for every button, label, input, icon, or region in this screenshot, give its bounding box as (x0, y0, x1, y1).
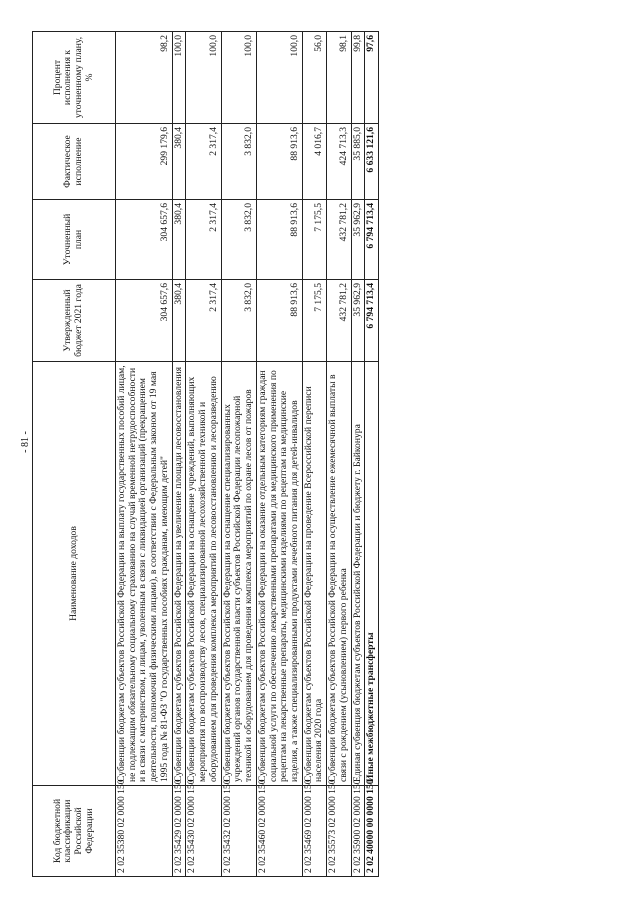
header-approved: Утвержденный бюджет 2021 года (33, 280, 116, 362)
header-name: Наименование доходов (33, 362, 116, 786)
row-code: 2 02 35380 02 0000 150 (116, 786, 173, 877)
row-plan: 432 781,2 (327, 200, 351, 280)
row-code: 2 02 35460 02 0000 150 (256, 786, 302, 877)
row-percent: 99,8 (351, 32, 365, 124)
row-actual: 424 713,3 (327, 124, 351, 200)
header-plan: Уточненный план (33, 200, 116, 280)
table-row (221, 32, 256, 877)
row-percent: 98,1 (327, 32, 351, 124)
table-row (302, 32, 326, 877)
row-code: 2 02 35430 02 0000 150 (186, 786, 221, 877)
row-name: Субвенции бюджетам субъектов Российской Федерации на оснащение учреждений, выполняющих мероприятия по воспроизводству лесов, специализированной лесохозяйственной техникой и оборудованием для проведения комплекса мероприятий по лесовосстановлению и лесоразведению (186, 362, 221, 786)
row-name: Субвенции бюджетам субъектов Российской Федерации на проведение Всероссийской переписи населения 2020 года (302, 362, 326, 786)
row-actual: 4 016,7 (302, 124, 326, 200)
row-actual: 35 885,0 (351, 124, 365, 200)
row-approved: 3 832,0 (221, 280, 256, 362)
row-name: Единая субвенция бюджетам субъектов Российской Федерации и бюджету г. Байконура (351, 362, 365, 786)
header-code: Код бюджетной классификации Российской Федерации (33, 786, 116, 877)
rotated-sheet (20, 32, 607, 877)
row-actual: 3 832,0 (221, 124, 256, 200)
row-code: 2 02 35573 02 0000 150 (327, 786, 351, 877)
row-name: Иные межбюджетные трансферты (365, 362, 379, 786)
row-plan: 2 317,4 (186, 200, 221, 280)
row-plan: 35 962,9 (351, 200, 365, 280)
row-code: 2 02 40000 00 0000 150 (365, 786, 379, 877)
table-total-row (365, 32, 379, 877)
page-number: - 81 - (20, 431, 31, 453)
row-approved: 7 175,5 (302, 280, 326, 362)
header-percent: Процент исполнения к уточненному плану, % (33, 32, 116, 124)
row-percent: 56,0 (302, 32, 326, 124)
row-name: Субвенции бюджетам субъектов Российской Федерации на оснащение специализированных учреждений органов государственной власти субъектов Российской Федерации лесопожарной техникой и оборудованием для проведения комплекса мероприятий по охране лесов от пожаров (221, 362, 256, 786)
table-row (116, 32, 173, 877)
row-name: Субвенции бюджетам субъектов Российской Федерации на оказание отдельным категориям граждан социальной услуги по обеспечению лекарственными препаратами для медицинского применения по рецептам на лекарственные препараты, медицинскими изделиями по рецептам на медицинские изделия, а также специализированными продуктами лечебного питания для детей-инвалидов (256, 362, 302, 786)
table-row (172, 32, 186, 877)
row-code: 2 02 35429 02 0000 150 (172, 786, 186, 877)
row-percent: 97,6 (365, 32, 379, 124)
row-actual: 2 317,4 (186, 124, 221, 200)
table-row (351, 32, 365, 877)
row-plan: 7 175,5 (302, 200, 326, 280)
table-header-row (33, 32, 116, 877)
row-plan: 3 832,0 (221, 200, 256, 280)
table-row (186, 32, 221, 877)
row-name: Субвенции бюджетам субъектов Российской Федерации на осуществление ежемесячной выплаты в связи с рождением (усыновлением) первого ребенка (327, 362, 351, 786)
row-approved: 88 913,6 (256, 280, 302, 362)
row-approved: 6 794 713,4 (365, 280, 379, 362)
table-row (256, 32, 302, 877)
row-actual: 88 913,6 (256, 124, 302, 200)
row-plan: 304 657,6 (116, 200, 173, 280)
row-plan: 380,4 (172, 200, 186, 280)
row-actual: 299 179,6 (116, 124, 173, 200)
row-actual: 6 633 121,6 (365, 124, 379, 200)
row-approved: 380,4 (172, 280, 186, 362)
row-percent: 98,2 (116, 32, 173, 124)
table-row (327, 32, 351, 877)
row-plan: 88 913,6 (256, 200, 302, 280)
row-percent: 100,0 (186, 32, 221, 124)
row-plan: 6 794 713,4 (365, 200, 379, 280)
row-approved: 35 962,9 (351, 280, 365, 362)
table-body (116, 32, 379, 877)
row-percent: 100,0 (256, 32, 302, 124)
row-percent: 100,0 (221, 32, 256, 124)
row-percent: 100,0 (172, 32, 186, 124)
row-approved: 304 657,6 (116, 280, 173, 362)
row-code: 2 02 35432 02 0000 150 (221, 786, 256, 877)
row-name: Субвенции бюджетам субъектов Российской Федерации на выплату государственных пособий лицам, не подлежащим обязательному социальному страхованию на случай временной нетрудоспособности и в связи с материнством, и лицам, уволенным в связи с ликвидацией организаций (прекращением деятельности, полномочий физическими лицами), в соответствии с Федеральным законом от 19 мая 1995 года № 81-ФЗ "О государственных пособиях гражданам, имеющим детей" (116, 362, 173, 786)
header-actual: Фактическое исполнение (33, 124, 116, 200)
revenue-table (32, 31, 379, 877)
row-code: 2 02 35900 02 0000 150 (351, 786, 365, 877)
row-code: 2 02 35469 02 0000 150 (302, 786, 326, 877)
row-approved: 2 317,4 (186, 280, 221, 362)
row-approved: 432 781,2 (327, 280, 351, 362)
row-actual: 380,4 (172, 124, 186, 200)
row-name: Субвенции бюджетам субъектов Российской Федерации на увеличение площади лесовосстановления (172, 362, 186, 786)
